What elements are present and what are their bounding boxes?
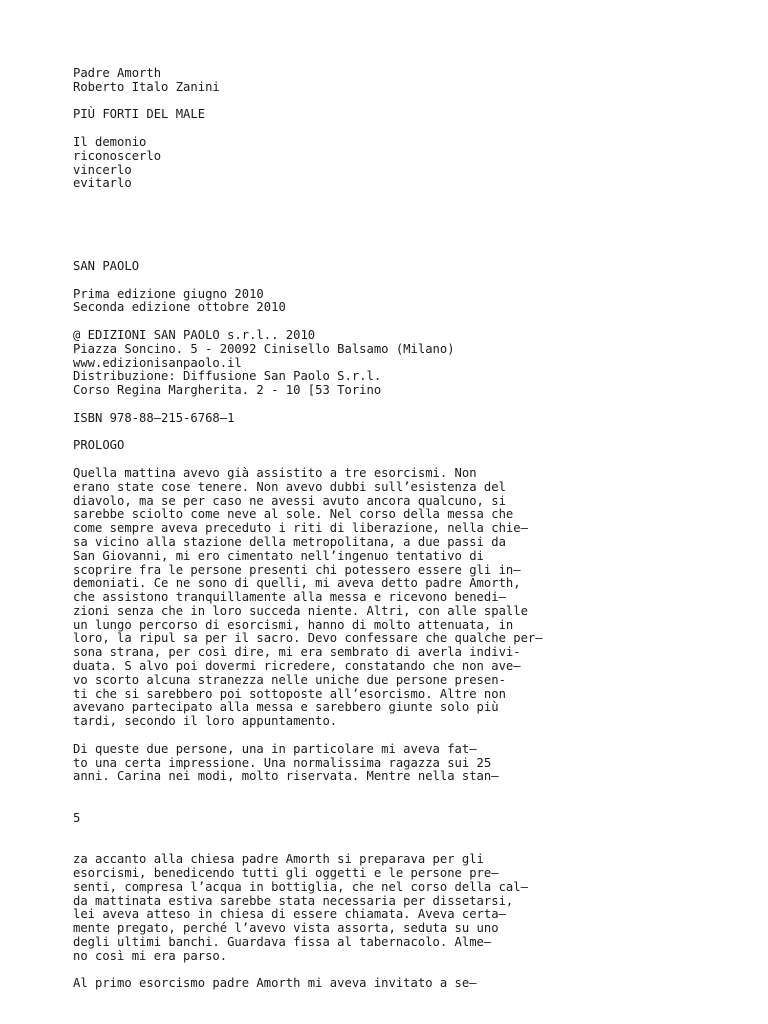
page-number-block bbox=[73, 812, 733, 826]
spacer bbox=[73, 205, 733, 260]
text-line: no così mi era parso. bbox=[73, 948, 228, 963]
text-line: che assistono tranquillamente alla messa e ricevono benedi— bbox=[73, 590, 506, 605]
spacer bbox=[73, 839, 733, 853]
paragraph bbox=[73, 853, 733, 963]
prologue-heading-block bbox=[73, 439, 733, 453]
text-line: tardi, secondo il loro appuntamento. bbox=[73, 714, 338, 729]
prologue-heading: PROLOGO bbox=[73, 438, 125, 453]
imprint-line: www.edizionisanpaolo.il bbox=[73, 355, 242, 370]
text-line: loro, la ripul sa per il sacro. Devo confessare che qualche per— bbox=[73, 631, 543, 646]
spacer bbox=[73, 798, 733, 812]
text-line: San Giovanni, mi ero cimentato nell’ingenuo tentativo di bbox=[73, 548, 484, 563]
subtitle-line: vincerlo bbox=[73, 162, 132, 177]
text-line: anni. Carina nei modi, molto riservata. Mentre nella stan— bbox=[73, 769, 499, 784]
text-line: demoniati. Ce ne sono di quelli, mi aveva detto padre Amorth, bbox=[73, 576, 521, 591]
text-line: mente pregato, perché l’avevo vista assorta, seduta su uno bbox=[73, 921, 499, 936]
text-line: degli ultimi banchi. Guardava fissa al tabernacolo. Alme— bbox=[73, 935, 492, 950]
paragraph bbox=[73, 467, 733, 729]
text-line: lei aveva atteso in chiesa di essere chiamata. Aveva certa— bbox=[73, 907, 506, 922]
document-page bbox=[73, 67, 733, 1005]
page-number: 5 bbox=[73, 810, 81, 825]
author-line: Padre Amorth bbox=[73, 66, 162, 80]
text-line: come sempre aveva preceduto i riti di liberazione, nella chie— bbox=[73, 521, 528, 536]
text-line: diavolo, ma se per caso ne avessi avuto ancora qualcuno, si bbox=[73, 493, 506, 508]
edition-line: Seconda edizione ottobre 2010 bbox=[73, 300, 286, 315]
isbn-block bbox=[73, 412, 733, 426]
text-line: senti, compresa l’acqua in bottiglia, che nel corso della cal— bbox=[73, 879, 528, 894]
paragraph bbox=[73, 977, 733, 991]
book-title-block bbox=[73, 108, 733, 122]
text-line: zioni senza che in loro succeda niente. Altri, con alle spalle bbox=[73, 603, 528, 618]
imprint-block bbox=[73, 329, 733, 398]
edition-line: Prima edizione giugno 2010 bbox=[73, 286, 264, 301]
publisher-name-block bbox=[73, 260, 733, 274]
imprint-line: @ EDIZIONI SAN PAOLO s.r.l.. 2010 bbox=[73, 327, 316, 342]
text-line: za accanto alla chiesa padre Amorth si preparava per gli bbox=[73, 852, 484, 867]
text-line: sa vicino alla stazione della metropolitana, a due passi da bbox=[73, 534, 506, 549]
text-line: sona strana, per così dire, mi era sembrato di averla indivi- bbox=[73, 645, 521, 660]
editions-block bbox=[73, 288, 733, 316]
imprint-line: Distribuzione: Diffusione San Paolo S.r.l. bbox=[73, 369, 382, 384]
subtitle-line: riconoscerlo bbox=[73, 148, 162, 163]
isbn: ISBN 978-88—215-6768—1 bbox=[73, 410, 235, 425]
text-line: Di queste due persone, una in particolare mi aveva fat— bbox=[73, 741, 477, 756]
publisher-name: SAN PAOLO bbox=[73, 258, 140, 273]
book-title: PIÙ FORTI DEL MALE bbox=[73, 107, 206, 122]
author-line: Roberto Italo Zanini bbox=[73, 79, 220, 94]
text-line: esorcismi, benedicendo tutti gli oggetti e le persone pre— bbox=[73, 866, 499, 881]
text-line: erano state cose tenere. Non avevo dubbi sull’esistenza del bbox=[73, 479, 506, 494]
text-line: da mattinata estiva sarebbe stata necessaria per dissetarsi, bbox=[73, 893, 514, 908]
imprint-line: Piazza Soncino. 5 - 20092 Cinisello Balsamo (Milano) bbox=[73, 341, 455, 356]
text-line: ti che si sarebbero poi sottoposte all’esorcismo. Altre non bbox=[73, 686, 506, 701]
subtitle-line: Il demonio bbox=[73, 134, 147, 149]
imprint-line: Corso Regina Margherita. 2 - 10 [53 Torino bbox=[73, 383, 382, 398]
paragraph bbox=[73, 743, 733, 784]
text-line: sarebbe sciolto come neve al sole. Nel corso della messa che bbox=[73, 507, 514, 522]
authors-block bbox=[73, 67, 733, 95]
text-line: un lungo percorso di esorcismi, hanno di molto attenuata, in bbox=[73, 617, 514, 632]
text-line: avevano partecipato alla messa e sarebbero giunte solo più bbox=[73, 700, 499, 715]
subtitle-line: evitarlo bbox=[73, 176, 132, 191]
text-line: to una certa impressione. Una normalissima ragazza sui 25 bbox=[73, 755, 492, 770]
text-line: scoprire fra le persone presenti chi potessero essere gli in— bbox=[73, 562, 521, 577]
text-line: Quella mattina avevo già assistito a tre esorcismi. Non bbox=[73, 465, 477, 480]
text-line: vo scorto alcuna stranezza nelle uniche due persone presen- bbox=[73, 672, 506, 687]
text-line: Al primo esorcismo padre Amorth mi aveva invitato a se— bbox=[73, 976, 477, 991]
text-line: duata. S alvo poi dovermi ricredere, constatando che non ave— bbox=[73, 659, 521, 674]
subtitle-block bbox=[73, 136, 733, 191]
